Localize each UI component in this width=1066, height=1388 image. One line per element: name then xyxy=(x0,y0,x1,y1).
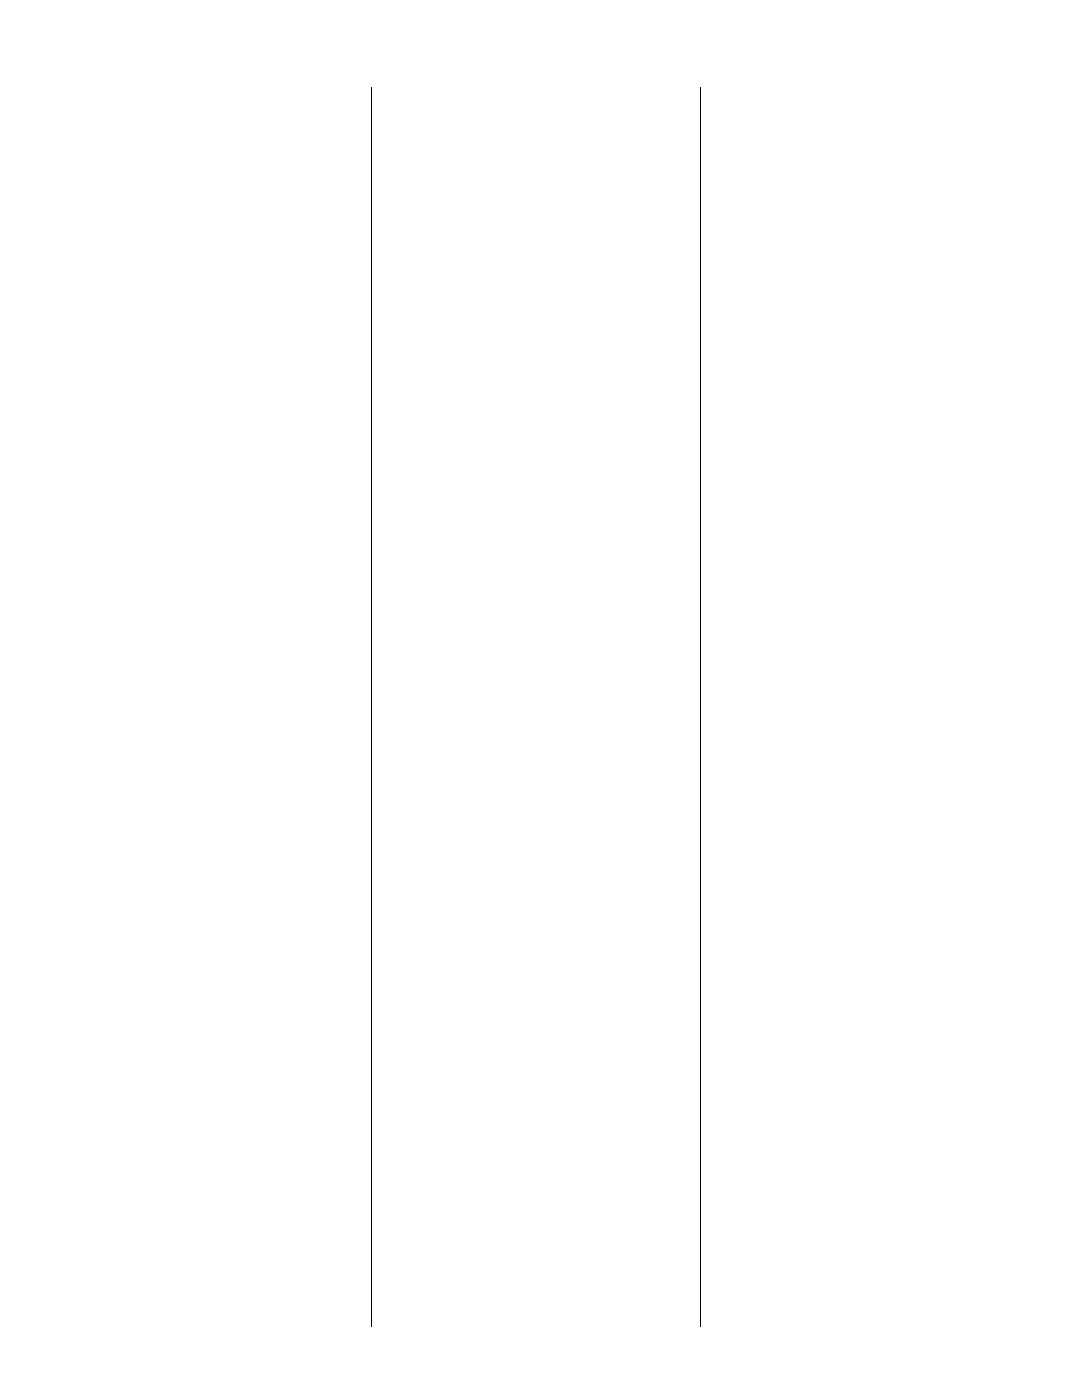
section-heading xyxy=(710,814,1060,825)
class-row xyxy=(50,692,368,703)
section-heading xyxy=(380,1206,698,1217)
class-row xyxy=(50,176,368,187)
class-row xyxy=(380,166,698,177)
class-row xyxy=(710,266,1060,277)
class-row xyxy=(50,1251,368,1262)
class-row xyxy=(50,363,368,374)
class-row xyxy=(50,937,368,948)
section-heading xyxy=(50,847,368,858)
class-row xyxy=(710,597,1060,608)
section-heading xyxy=(710,96,1060,107)
class-row xyxy=(50,298,368,309)
class-row xyxy=(380,475,698,486)
class-row xyxy=(380,356,698,367)
class-row xyxy=(710,437,1060,448)
class-row xyxy=(380,1028,698,1039)
class-row xyxy=(710,791,1060,802)
class-row xyxy=(50,375,368,386)
section-heading xyxy=(50,460,368,471)
class-row xyxy=(710,141,1060,152)
column-divider xyxy=(371,87,372,1327)
class-row xyxy=(380,222,698,233)
class-row xyxy=(710,734,1060,745)
class-row xyxy=(380,1085,698,1096)
class-row xyxy=(710,700,1060,711)
class-row xyxy=(710,357,1060,368)
class-row xyxy=(50,1059,368,1070)
section-heading xyxy=(380,550,698,561)
section-heading xyxy=(380,835,698,846)
class-row xyxy=(710,255,1060,266)
class-row xyxy=(380,1240,698,1251)
class-row xyxy=(710,677,1060,688)
day-heading xyxy=(50,121,368,132)
class-row xyxy=(380,200,698,211)
section-heading xyxy=(380,926,698,937)
class-row xyxy=(710,221,1060,232)
section-heading xyxy=(710,472,1060,483)
class-row xyxy=(50,320,368,331)
section-heading xyxy=(50,812,368,823)
class-row xyxy=(710,232,1060,243)
class-row xyxy=(50,264,368,275)
class-row xyxy=(380,188,698,199)
class-row xyxy=(710,837,1060,848)
class-row xyxy=(380,1141,698,1152)
class-row xyxy=(710,984,1060,995)
class-row xyxy=(710,950,1060,961)
section-heading xyxy=(710,1030,1060,1041)
class-row xyxy=(50,881,368,892)
class-row xyxy=(710,426,1060,437)
class-row xyxy=(710,152,1060,163)
class-row xyxy=(50,1048,368,1059)
class-row xyxy=(50,769,368,780)
class-row xyxy=(380,86,698,97)
class-row xyxy=(380,234,698,245)
class-row xyxy=(380,800,698,811)
class-row xyxy=(50,892,368,903)
class-row xyxy=(380,994,698,1005)
class-row xyxy=(710,277,1060,288)
day-heading xyxy=(50,86,368,97)
class-row xyxy=(50,207,368,218)
class-row xyxy=(380,869,698,880)
day-heading xyxy=(50,1217,350,1228)
column-2 xyxy=(380,86,698,1289)
class-row xyxy=(710,779,1060,790)
sponsor-name xyxy=(710,1217,1060,1226)
section-heading xyxy=(50,681,368,692)
section-heading xyxy=(50,196,368,207)
class-row xyxy=(50,253,368,264)
class-row xyxy=(380,880,698,891)
class-row xyxy=(710,746,1060,757)
class-row xyxy=(380,529,698,540)
class-row xyxy=(380,1074,698,1085)
section-heading xyxy=(710,723,1060,734)
class-row xyxy=(50,1036,368,1047)
class-row xyxy=(710,1264,1060,1275)
class-row xyxy=(710,517,1060,528)
class-row xyxy=(380,698,698,709)
class-row xyxy=(710,768,1060,779)
class-row xyxy=(380,584,698,595)
run-note xyxy=(380,982,698,993)
section-heading xyxy=(50,515,368,526)
text-line xyxy=(50,823,368,834)
column-divider xyxy=(700,87,701,1327)
run-note xyxy=(50,1014,368,1025)
class-continuation xyxy=(380,1278,698,1289)
class-row xyxy=(710,1041,1060,1052)
class-row xyxy=(380,766,698,777)
class-row xyxy=(380,410,698,421)
class-row xyxy=(50,1070,368,1081)
class-row xyxy=(380,109,698,120)
class-row xyxy=(50,926,368,937)
section-heading xyxy=(50,352,368,363)
class-row xyxy=(710,391,1060,402)
class-row xyxy=(380,778,698,789)
column-3 xyxy=(710,86,1060,1287)
class-row xyxy=(380,507,698,518)
class-row xyxy=(50,780,368,791)
class-row xyxy=(380,755,698,766)
section-heading xyxy=(50,980,368,991)
class-row xyxy=(710,1226,1060,1237)
class-row xyxy=(380,903,698,914)
class-row xyxy=(710,300,1060,311)
class-row xyxy=(50,332,368,343)
class-row xyxy=(380,279,698,290)
class-row xyxy=(710,369,1060,380)
class-row xyxy=(710,1053,1060,1064)
class-row xyxy=(710,198,1060,209)
class-row xyxy=(380,572,698,583)
class-row xyxy=(50,494,368,505)
class-row xyxy=(50,914,368,925)
class-row xyxy=(380,421,698,432)
class-row xyxy=(50,309,368,320)
class-row xyxy=(50,219,368,230)
class-row xyxy=(50,526,368,537)
class-row xyxy=(710,585,1060,596)
class-row xyxy=(380,120,698,131)
class-row xyxy=(380,333,698,344)
text-line xyxy=(50,97,368,108)
ring-fee-note xyxy=(50,1098,368,1109)
class-row xyxy=(710,825,1060,836)
class-row xyxy=(50,1002,368,1013)
class-row xyxy=(50,603,368,614)
class-continuation xyxy=(710,1237,1060,1248)
class-row xyxy=(50,537,368,548)
class-row xyxy=(380,1119,698,1130)
class-row xyxy=(50,230,368,241)
class-row xyxy=(380,891,698,902)
section-heading xyxy=(710,335,1060,346)
section-heading xyxy=(710,1195,1060,1206)
class-row xyxy=(50,548,368,559)
class-row xyxy=(50,614,368,625)
section-heading xyxy=(380,1062,698,1073)
class-row xyxy=(380,1005,698,1016)
section-heading xyxy=(380,310,698,321)
sponsor-continuation xyxy=(380,290,698,301)
class-row xyxy=(50,735,368,746)
class-row xyxy=(710,130,1060,141)
class-row xyxy=(380,709,698,720)
day-heading xyxy=(710,1171,1010,1182)
class-row xyxy=(380,256,698,267)
class-row xyxy=(710,494,1060,505)
class-row xyxy=(380,606,698,617)
section-heading xyxy=(710,928,1060,939)
run-note xyxy=(380,971,698,982)
class-row xyxy=(380,211,698,222)
class-row xyxy=(50,164,368,175)
class-row xyxy=(710,244,1060,255)
class-row xyxy=(50,625,368,636)
class-row xyxy=(380,1107,698,1118)
section-heading xyxy=(380,653,698,664)
class-row xyxy=(50,591,368,602)
class-row xyxy=(380,675,698,686)
class-row xyxy=(710,893,1060,904)
class-row xyxy=(50,792,368,803)
class-row xyxy=(710,574,1060,585)
class-row xyxy=(50,483,368,494)
class-row xyxy=(50,153,368,164)
class-row xyxy=(380,721,698,732)
section-heading xyxy=(380,629,698,640)
pony-schooling xyxy=(710,1064,1060,1075)
class-row xyxy=(710,882,1060,893)
class-row xyxy=(710,107,1060,118)
class-row xyxy=(380,937,698,948)
section-heading xyxy=(50,395,368,406)
class-row xyxy=(50,948,368,959)
section-heading xyxy=(710,654,1060,665)
class-row xyxy=(50,747,368,758)
section-heading xyxy=(710,551,1060,562)
sponsor-continuation xyxy=(380,1016,698,1027)
class-row xyxy=(380,1039,698,1050)
class-row xyxy=(710,1253,1060,1264)
class-row xyxy=(380,595,698,606)
class-row xyxy=(710,289,1060,300)
class-row xyxy=(710,939,1060,950)
class-row xyxy=(380,367,698,378)
class-row xyxy=(50,758,368,769)
class-row xyxy=(380,154,698,165)
run-note xyxy=(50,1025,368,1036)
class-row xyxy=(380,846,698,857)
class-row xyxy=(380,664,698,675)
class-row xyxy=(380,378,698,389)
class-row xyxy=(710,608,1060,619)
class-row xyxy=(380,1130,698,1141)
class-row xyxy=(380,812,698,823)
class-row xyxy=(710,483,1060,494)
class-row xyxy=(380,245,698,256)
class-row xyxy=(710,666,1060,677)
class-row xyxy=(380,344,698,355)
class-row xyxy=(710,311,1060,322)
class-row xyxy=(50,960,368,971)
class-row xyxy=(380,177,698,188)
column-1 xyxy=(50,86,368,1263)
section-heading xyxy=(50,660,368,671)
class-row xyxy=(50,858,368,869)
section-heading xyxy=(50,724,368,735)
class-row xyxy=(710,1007,1060,1018)
class-row xyxy=(710,962,1060,973)
class-row xyxy=(50,417,368,428)
class-row xyxy=(710,187,1060,198)
section-heading xyxy=(380,441,698,452)
class-row xyxy=(710,506,1060,517)
class-row xyxy=(710,995,1060,1006)
section-heading xyxy=(710,631,1060,642)
class-row xyxy=(50,275,368,286)
section-heading xyxy=(380,143,698,154)
class-row xyxy=(380,518,698,529)
run-note xyxy=(380,687,698,698)
class-row xyxy=(50,991,368,1002)
section-heading xyxy=(50,142,368,153)
section-heading xyxy=(50,1240,368,1251)
class-row xyxy=(380,789,698,800)
section-heading xyxy=(710,414,1060,425)
class-row xyxy=(710,448,1060,459)
class-row xyxy=(710,904,1060,915)
section-heading xyxy=(710,176,1060,187)
class-row xyxy=(380,1096,698,1107)
class-row xyxy=(380,561,698,572)
class-row xyxy=(380,453,698,464)
class-row xyxy=(50,406,368,417)
class-row xyxy=(50,636,368,647)
class-row xyxy=(50,869,368,880)
class-row xyxy=(50,903,368,914)
class-row xyxy=(380,960,698,971)
section-heading xyxy=(380,398,698,409)
class-row xyxy=(50,241,368,252)
open-schooling xyxy=(710,973,1060,984)
class-row xyxy=(380,464,698,475)
section-heading xyxy=(50,580,368,591)
run-note xyxy=(50,560,368,571)
class-row xyxy=(380,1217,698,1228)
class-row xyxy=(710,210,1060,221)
class-row xyxy=(380,858,698,869)
day-heading xyxy=(380,1183,680,1194)
class-row xyxy=(50,429,368,440)
section-heading xyxy=(380,744,698,755)
class-row xyxy=(710,848,1060,859)
class-row xyxy=(50,472,368,483)
class-row xyxy=(380,322,698,333)
class-row xyxy=(710,688,1060,699)
class-row xyxy=(710,859,1060,870)
class-row xyxy=(50,704,368,715)
class-row xyxy=(710,871,1060,882)
class-row xyxy=(380,1229,698,1240)
class-row xyxy=(710,563,1060,574)
class-row xyxy=(50,286,368,297)
class-row xyxy=(380,1266,698,1277)
class-row xyxy=(380,267,698,278)
class-row xyxy=(710,119,1060,130)
class-row xyxy=(710,528,1060,539)
class-row xyxy=(380,949,698,960)
article-number xyxy=(380,1251,698,1262)
class-row xyxy=(50,440,368,451)
class-row xyxy=(710,380,1060,391)
run-note xyxy=(710,757,1060,768)
class-row xyxy=(380,97,698,108)
section-heading xyxy=(380,496,698,507)
class-row xyxy=(710,1275,1060,1286)
class-row xyxy=(710,1206,1060,1217)
class-row xyxy=(710,346,1060,357)
